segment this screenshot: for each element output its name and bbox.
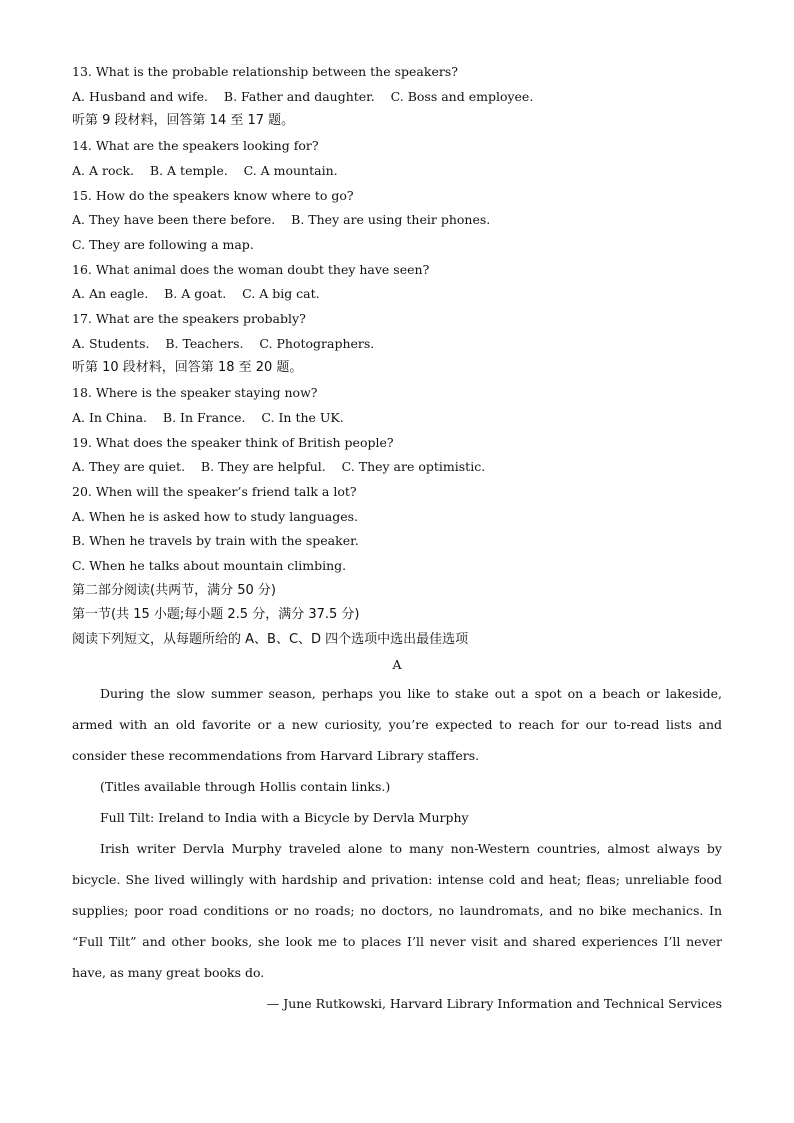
book-title: Full Tilt: Ireland to India with a Bicycle by Dervla Murphy: [100, 809, 469, 825]
passage-letter: A: [392, 656, 402, 672]
section-instruction-10: 听第 10 段材料，回答第 18 至 20 题。: [72, 360, 303, 376]
part-two-heading: 第二部分阅读(共两节，满分 50 分): [72, 582, 276, 598]
options-13: A. Husband and wife. B. Father and daughter. C. Boss and employee.: [72, 88, 534, 104]
option-20-c: C. When he talks about mountain climbing.: [72, 558, 347, 574]
options-17: A. Students. B. Teachers. C. Photographers.: [72, 335, 375, 351]
question-14: 14. What are the speakers looking for?: [72, 138, 319, 154]
question-18: 18. Where is the speaker staying now?: [72, 385, 318, 401]
question-16: 16. What animal does the woman doubt they have seen?: [72, 261, 430, 277]
options-19: A. They are quiet. B. They are helpful. C. They are optimistic.: [72, 459, 486, 475]
option-20-b: B. When he travels by train with the speaker.: [72, 533, 359, 549]
options-14: A. A rock. B. A temple. C. A mountain.: [72, 162, 338, 178]
options-18: A. In China. B. In France. C. In the UK.: [72, 409, 344, 425]
options-15-ab: A. They have been there before. B. They are using their phones.: [72, 212, 491, 228]
options-16: A. An eagle. B. A goat. C. A big cat.: [72, 286, 320, 302]
question-20: 20. When will the speaker’s friend talk a lot?: [72, 483, 357, 499]
question-15: 15. How do the speakers know where to go?: [72, 187, 354, 203]
passage-note: (Titles available through Hollis contain links.): [100, 778, 391, 794]
question-17: 17. What are the speakers probably?: [72, 311, 306, 327]
options-15-c: C. They are following a map.: [72, 236, 254, 252]
book-review: Irish writer Dervla Murphy traveled alone to many non-Western countries, almost always by bicycle. She lived willingly with hardship and privation: intense cold and heat; fleas; unreliable food supplies; poor road conditions or no roads; no doctors, no laundromats, and no bike mechanics. In “Full Tilt” and other books, she look me to places I’ll never visit and shared experiences I’ll never have, as many great books do.: [72, 840, 722, 980]
review-attribution: — June Rutkowski, Harvard Library Information and Technical Services: [266, 995, 722, 1011]
passage-paragraph-intro: During the slow summer season, perhaps you like to stake out a spot on a beach or lakeside, armed with an old favorite or a new curiosity, you’re expected to reach for our to-read lists and consider these recommendations from Harvard Library staffers.: [72, 685, 722, 763]
reading-instruction: 阅读下列短文，从每题所给的 A、B、C、D 四个选项中选出最佳选项: [72, 632, 469, 648]
question-19: 19. What does the speaker think of British people?: [72, 434, 394, 450]
document-page: [72, 60, 722, 1019]
question-13: 13. What is the probable relationship between the speakers?: [72, 64, 458, 79]
section-instruction-9: 听第 9 段材料，回答第 14 至 17 题。: [72, 113, 295, 129]
section-one-heading: 第一节(共 15 小题;每小题 2.5 分，满分 37.5 分): [72, 607, 360, 623]
option-20-a: A. When he is asked how to study languages.: [72, 508, 359, 524]
